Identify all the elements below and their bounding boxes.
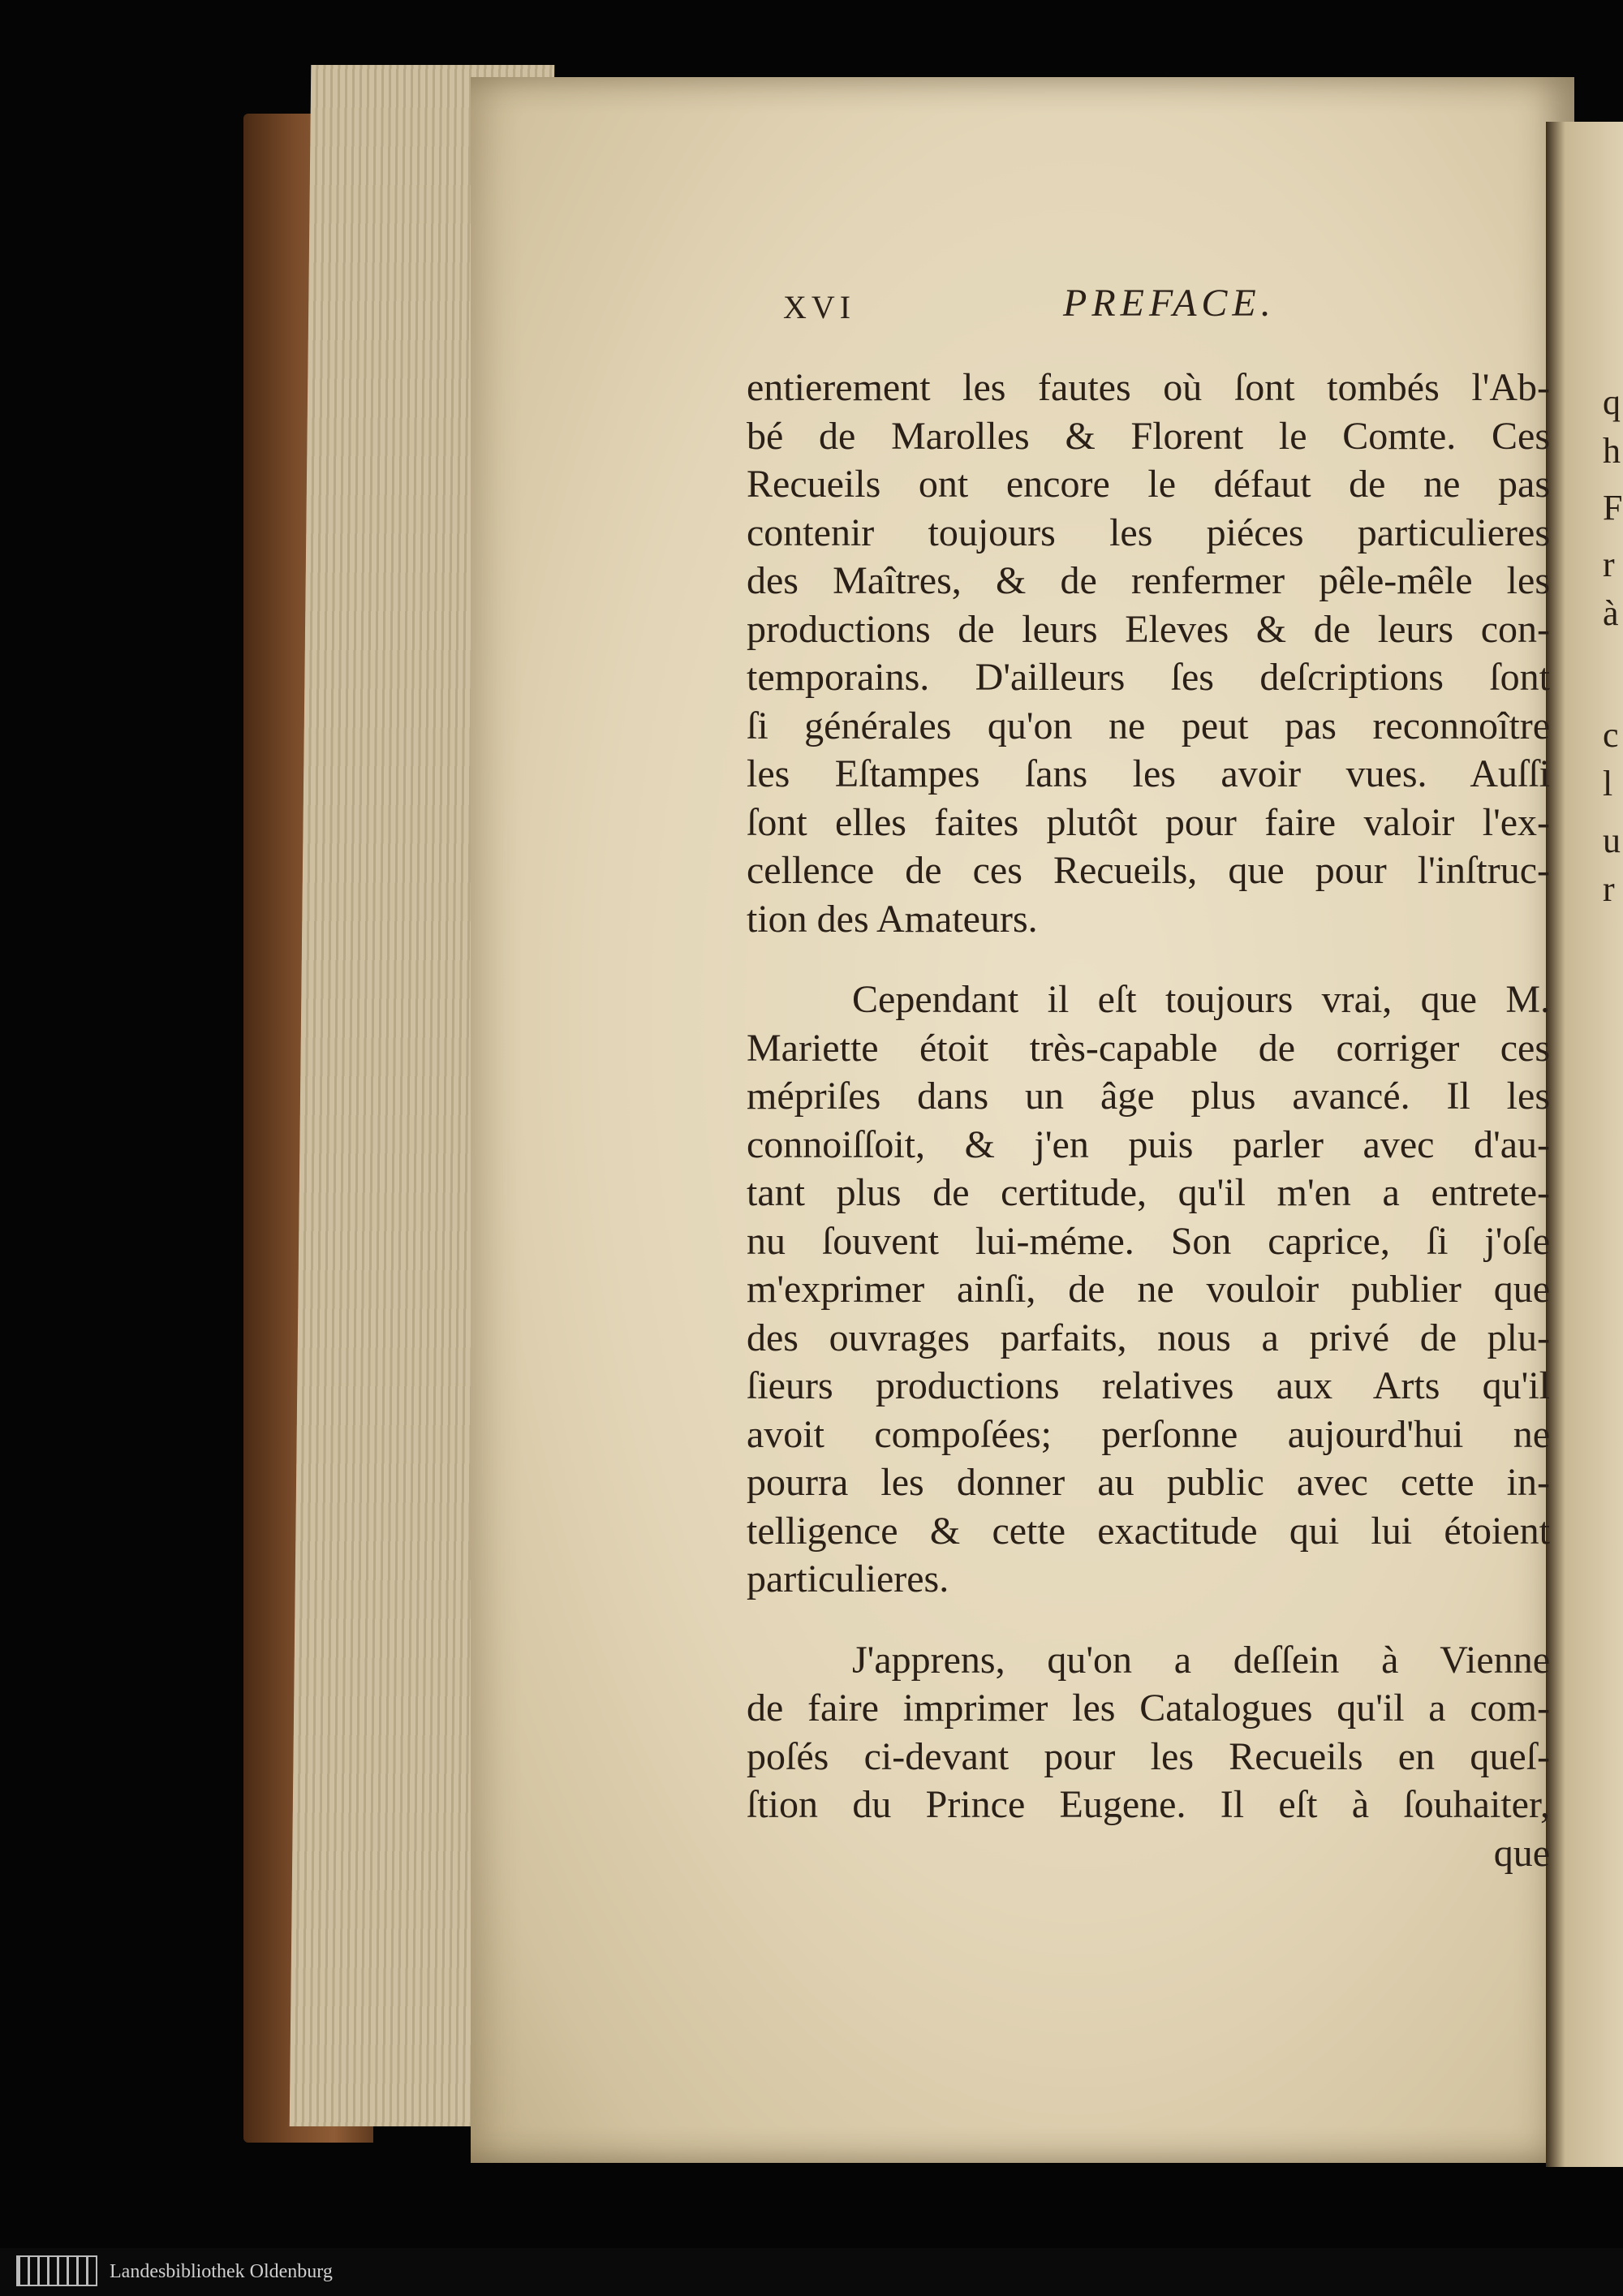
library-building-icon bbox=[16, 2255, 97, 2286]
text-line: productions de leurs Eleves & de leurs con- bbox=[747, 607, 1550, 651]
neighbor-char: r bbox=[1603, 869, 1615, 909]
text-line: contenir toujours les piéces particulieres bbox=[747, 510, 1550, 554]
catchword: que bbox=[1493, 1831, 1550, 1875]
text-line: les Eſtampes ſans les avoir vues. Auſſi bbox=[747, 752, 1550, 795]
text-line: tant plus de certitude, qu'il m'en a entrete- bbox=[747, 1171, 1550, 1214]
text-line: ſieurs productions relatives aux Arts qu'il bbox=[747, 1364, 1550, 1407]
running-head: PREFACE. bbox=[1063, 282, 1276, 325]
text-line: pourra les donner au public avec cette in- bbox=[747, 1461, 1550, 1504]
text-line: mépriſes dans un âge plus avancé. Il les bbox=[747, 1075, 1550, 1118]
neighbor-char: u bbox=[1603, 821, 1621, 860]
text-line: de faire imprimer les Catalogues qu'il a com- bbox=[747, 1686, 1550, 1730]
text-line: bé de Marolles & Florent le Comte. Ces bbox=[747, 414, 1550, 458]
text-line: temporains. D'ailleurs ſes deſcriptions ſont bbox=[747, 656, 1550, 699]
text-line: Mariette étoit très-capable de corriger ces bbox=[747, 1026, 1550, 1070]
neighbor-char: l bbox=[1603, 764, 1613, 803]
neighbor-char: F bbox=[1603, 488, 1623, 528]
text-line: telligence & cette exactitude qui lui étoient bbox=[747, 1509, 1550, 1553]
text-line: tion des Amateurs. bbox=[747, 897, 1038, 941]
neighbor-char: q bbox=[1603, 382, 1621, 422]
text-line: nu ſouvent lui-méme. Son caprice, ſi j'oſe bbox=[747, 1219, 1550, 1263]
paragraph-3 bbox=[747, 1636, 1550, 1878]
text-line: particulieres. bbox=[747, 1557, 949, 1600]
text-line: Cependant il eſt toujours vrai, que M. bbox=[852, 978, 1550, 1021]
text-line: entierement les fautes où ſont tombés l'Ab- bbox=[747, 366, 1550, 409]
text-line: poſés ci-devant pour les Recueils en queſ- bbox=[747, 1734, 1550, 1778]
text-line: connoiſſoit, & j'en puis parler avec d'au- bbox=[747, 1122, 1550, 1166]
neighbor-page bbox=[1546, 122, 1623, 2167]
text-line: J'apprens, qu'on a deſſein à Vienne bbox=[852, 1638, 1550, 1682]
text-line: des ouvrages parfaits, nous a privé de plu- bbox=[747, 1316, 1550, 1359]
text-line: cellence de ces Recueils, que pour l'inſtruc- bbox=[747, 849, 1550, 892]
neighbor-char: r bbox=[1603, 545, 1615, 584]
text-line: avoit compoſées; perſonne aujourd'hui ne bbox=[747, 1412, 1550, 1456]
text-line: des Maîtres, & de renfermer pêle-mêle les bbox=[747, 559, 1550, 602]
neighbor-char: h bbox=[1603, 431, 1621, 471]
neighbor-char: à bbox=[1603, 593, 1619, 633]
paragraph-2 bbox=[747, 976, 1550, 1604]
text-line: Recueils ont encore le défaut de ne pas bbox=[747, 463, 1550, 506]
text-line: ſont elles faites plutôt pour faire valoir l'ex- bbox=[747, 800, 1550, 844]
text-line: ſtion du Prince Eugene. Il eſt à ſouhaiter, bbox=[747, 1783, 1550, 1826]
body-text bbox=[747, 364, 1550, 1877]
paragraph-1 bbox=[747, 364, 1550, 943]
library-label: Landesbibliothek Oldenburg bbox=[110, 2261, 333, 2282]
text-line: ſi générales qu'on ne peut pas reconnoître bbox=[747, 704, 1550, 747]
neighbor-char: c bbox=[1603, 715, 1619, 755]
text-line: m'exprimer ainſi, de ne vouloir publier que bbox=[747, 1268, 1550, 1311]
page-number: XVI bbox=[783, 289, 856, 325]
